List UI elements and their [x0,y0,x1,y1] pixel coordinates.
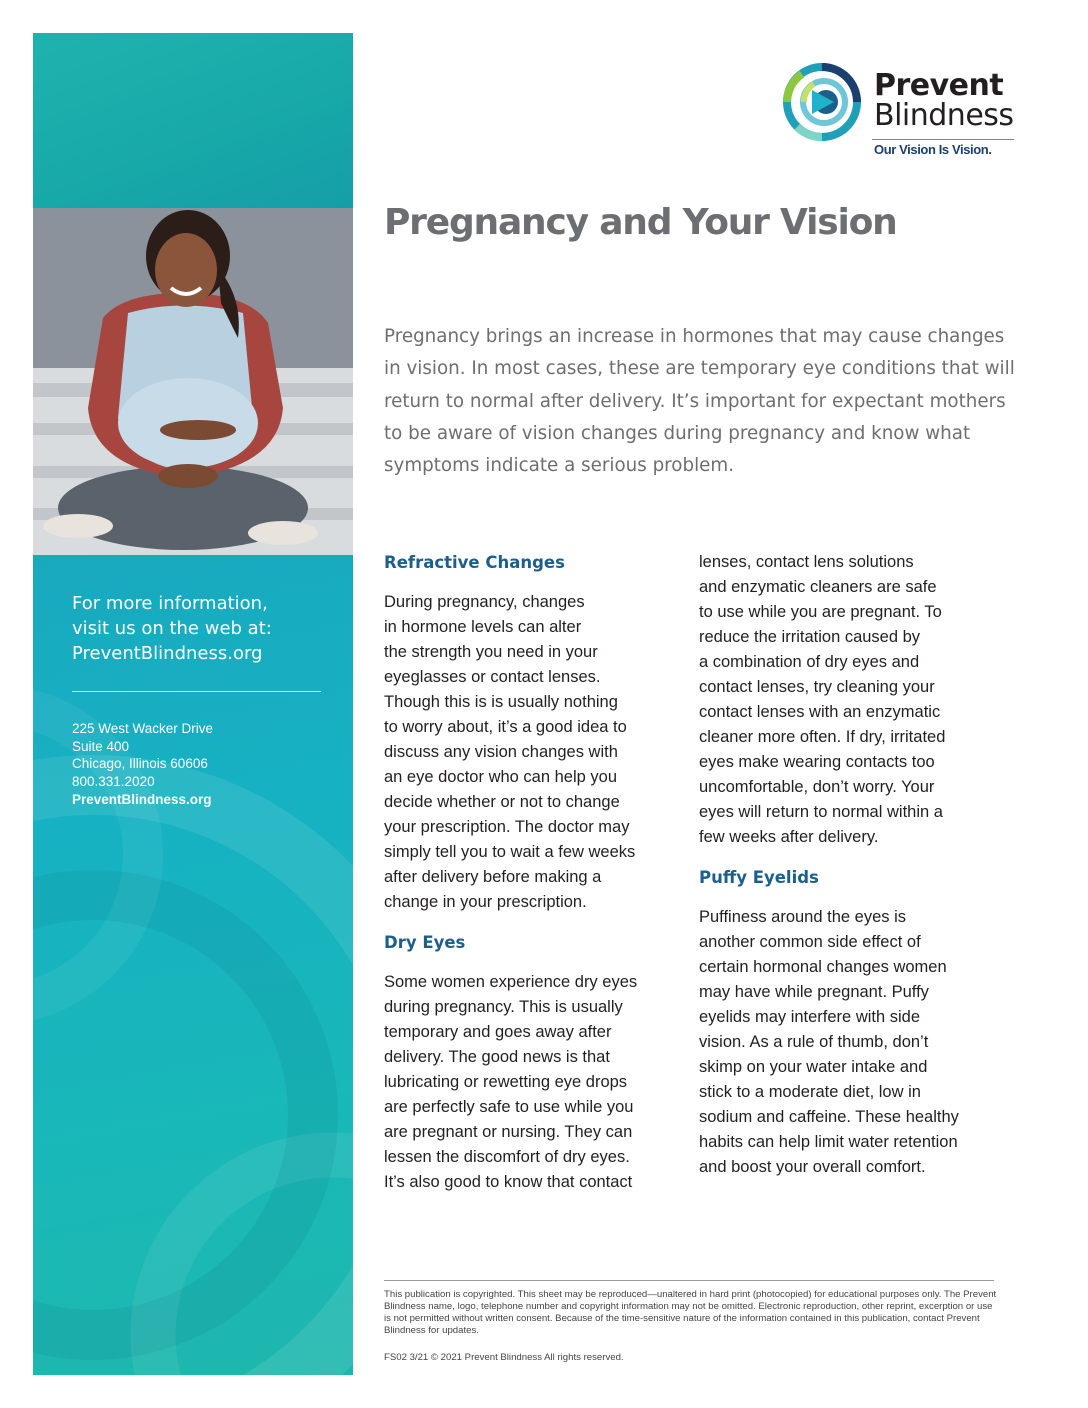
address-phone: 800.331.2020 [72,774,155,790]
refractive-changes-body: During pregnancy, changes in hormone levels can alter the strength you need in your eyeglasses or contact lenses. Though this is is usually nothing to worry about, it’s a good idea to discuss any vision changes with an eye doctor who can help you decide whether or not to change your prescription. The doctor may simply tell you to wait a few weeks after delivery before making a change in your prescription. [384,593,636,911]
eye-logo-icon [782,62,866,146]
address-suite: Suite 400 [72,738,130,754]
decorative-swirl [33,555,353,1375]
refractive-changes-heading: Refractive Changes [384,553,565,572]
footer-divider [384,1280,994,1281]
prevent-blindness-logo [782,62,1022,162]
address-street: 225 West Wacker Drive [72,721,214,736]
address-city: Chicago, Illinois 60606 [72,756,208,772]
more-info-text: For more information, visit us on the web at: PreventBlindness.org [72,593,272,664]
publication-code: FS02 3/21 © 2021 Prevent Blindness All rights reserved. [384,1352,624,1363]
content-column-left [384,550,674,1210]
logo-rule [872,139,1014,140]
sidebar-divider [72,691,321,692]
logo-word-blindness: Blindness [874,98,1014,133]
page-title: Pregnancy and Your Vision [384,202,897,243]
puffy-eyelids-body: Puffiness around the eyes is another common side effect of certain hormonal changes women may have while pregnant. Puffy eyelids may interfere with side vision. As a rule of thumb, don’t skimp on your water intake and stick to a moderate diet, low in sodium and caffeine. These healthy habits can help limit water retention and boost your overall comfort. [699,908,959,1176]
contact-address [72,720,332,809]
logo-word-prevent: Prevent [874,68,1004,103]
copyright-notice: This publication is copyrighted. This sheet may be reproduced—unaltered in hard print (photocopied) for educational purposes only. The Prevent Blindness name, logo, telephone number and copyright information may not be omitted. Electronic reproduction, other reprint, excerption or use is not permitted without written consent. Because of the time-sensitive nature of the information contained in this publication, contact Prevent Blindness for updates. [384,1289,997,1336]
logo-tagline: Our Vision Is Vision. [874,142,992,157]
dry-eyes-body: Some women experience dry eyes during pregnancy. This is usually temporary and goes away after delivery. The good news is that lubricating or rewetting eye drops are perfectly safe to use while you are pregnant or nursing. They can lessen the discomfort of dry eyes. It’s also good to know that contact [384,973,638,1191]
intro-paragraph: Pregnancy brings an increase in hormones that may cause changes in vision. In most cases, these are temporary eye conditions that will return to normal after delivery. It’s important for expectant mothers to be aware of vision changes during pregnancy and know what symptoms indicate a serious problem. [384,326,1015,477]
content-column-right [699,550,989,1195]
dry-eyes-body-continued: lenses, contact lens solutions and enzymatic cleaners are safe to use while you are pregnant. To reduce the irritation caused by a combination of dry eyes and contact lenses, try cleaning your contact lenses with an enzymatic cleaner more often. If dry, irritated eyes make wearing contacts too uncomfortable, don’t worry. Your eyes will return to normal within a few weeks after delivery. [699,553,946,846]
puffy-eyelids-heading: Puffy Eyelids [699,868,819,887]
website-link[interactable]: PreventBlindness.org [72,791,212,807]
photo-illustration [33,208,353,555]
dry-eyes-heading: Dry Eyes [384,933,466,952]
sidebar-top-panel [33,33,353,208]
sidebar-info-panel [33,555,353,1375]
pregnant-woman-photo [33,208,353,555]
